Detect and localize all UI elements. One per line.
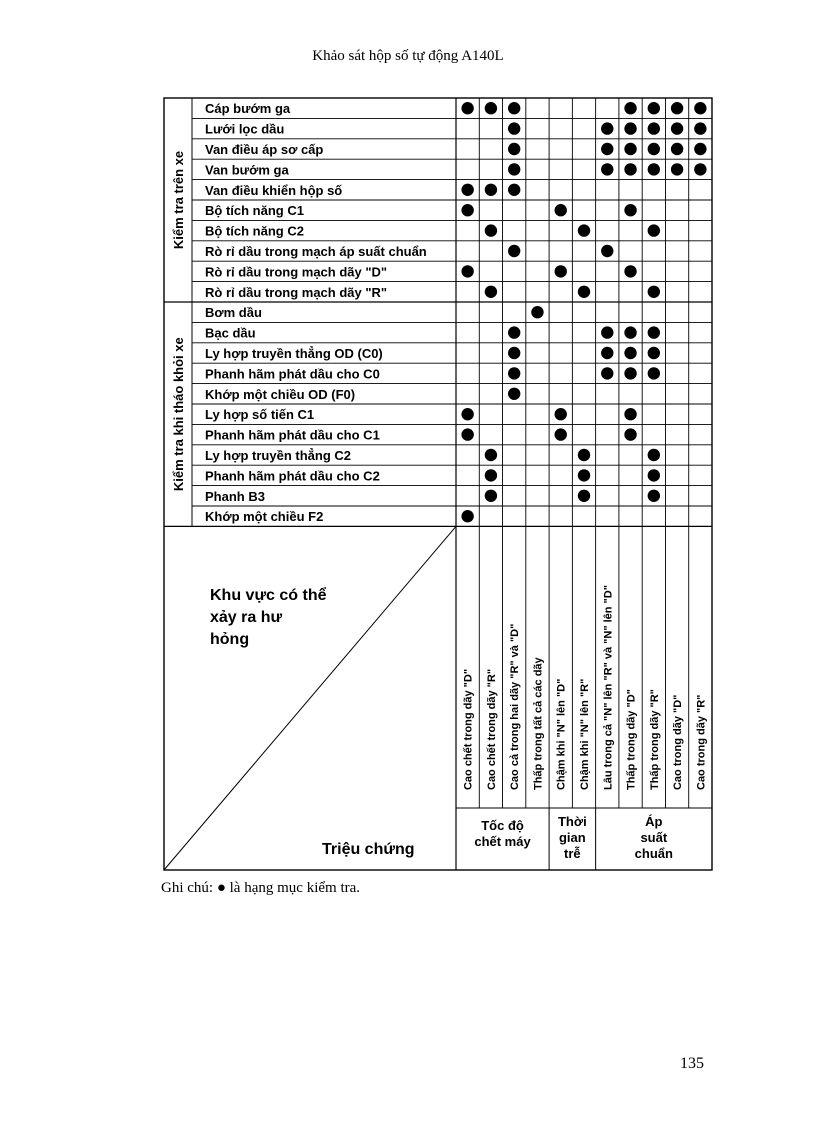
row-label: Rò rỉ dầu trong mạch dãy "R" (205, 284, 388, 300)
check-mark-icon (578, 449, 590, 461)
check-mark-icon (508, 184, 520, 196)
check-mark-icon (624, 143, 636, 155)
footnote-text: là hạng mục kiểm tra. (229, 880, 361, 896)
check-mark-icon (508, 143, 520, 155)
check-mark-icon (671, 122, 683, 134)
column-group-label: Tốc độ (481, 818, 524, 833)
bullet-icon: ● (216, 880, 226, 896)
check-mark-icon (648, 469, 660, 481)
check-mark-icon (601, 245, 613, 257)
column-label: Chậm khi "N" lên "R" (579, 678, 591, 790)
column-label: Thấp trong dãy "D" (625, 689, 638, 790)
check-mark-icon (508, 367, 520, 379)
check-mark-icon (648, 122, 660, 134)
check-mark-icon (578, 490, 590, 502)
row-label: Bạc dầu (205, 325, 256, 341)
row-label: Bộ tích năng C2 (205, 223, 304, 239)
footnote (161, 880, 360, 897)
check-mark-icon (578, 286, 590, 298)
check-mark-icon (648, 224, 660, 236)
check-mark-icon (624, 163, 636, 175)
column-label: Thấp trong dãy "R" (648, 689, 661, 790)
check-mark-icon (578, 469, 590, 481)
check-mark-icon (694, 102, 706, 114)
row-label: Ly hợp truyền thẳng C2 (205, 448, 351, 463)
column-label: Cao trong dãy "D" (672, 694, 685, 790)
column-group-label: chuẩn (634, 846, 673, 861)
check-mark-icon (555, 204, 567, 216)
row-label: Phanh hãm phát dầu cho C1 (205, 427, 380, 443)
column-label: Cao cả trong hai dãy "R" và "D" (509, 623, 522, 790)
row-group-label: Kiểm tra khi tháo khỏi xe (171, 337, 186, 492)
row-label: Bơm dầu (205, 305, 262, 321)
check-mark-icon (694, 143, 706, 155)
check-mark-icon (555, 265, 567, 277)
column-group-label: Thời (557, 814, 587, 829)
row-label: Bộ tích năng C1 (205, 203, 304, 219)
row-label: Van điều khiển hộp số (205, 182, 343, 198)
page-number: 135 (680, 1055, 704, 1072)
column-label: Chậm khi "N" lên "D" (555, 678, 568, 790)
check-mark-icon (601, 143, 613, 155)
check-mark-icon (624, 367, 636, 379)
check-mark-icon (694, 163, 706, 175)
check-mark-icon (485, 469, 497, 481)
check-mark-icon (485, 449, 497, 461)
check-mark-icon (601, 122, 613, 134)
row-label: Rò rỉ dầu trong mạch áp suất chuẩn (205, 244, 427, 259)
check-mark-icon (508, 326, 520, 338)
corner-area-label: xảy ra hư (210, 609, 283, 626)
row-label: Van bướm ga (205, 162, 289, 178)
column-label: Cao trong dãy "R" (695, 694, 708, 790)
check-mark-icon (461, 510, 473, 522)
check-mark-icon (601, 163, 613, 175)
check-mark-icon (624, 265, 636, 277)
check-mark-icon (508, 163, 520, 175)
check-mark-icon (671, 102, 683, 114)
corner-area-label: hỏng (210, 631, 250, 648)
column-label: Lâu trong cả "N" lên "R" và "N" lên "D" (602, 585, 615, 790)
check-mark-icon (461, 428, 473, 440)
check-mark-icon (485, 102, 497, 114)
row-label: Van điều áp sơ cấp (205, 142, 324, 157)
corner-diagonal (164, 526, 456, 870)
check-mark-icon (555, 408, 567, 420)
row-label: Phanh hãm phát dầu cho C2 (205, 468, 380, 484)
row-label: Khớp một chiều F2 (205, 509, 324, 525)
check-mark-icon (461, 184, 473, 196)
footnote-prefix: Ghi chú: (161, 880, 214, 896)
check-mark-icon (648, 367, 660, 379)
check-mark-icon (648, 490, 660, 502)
check-mark-icon (485, 184, 497, 196)
check-mark-icon (485, 490, 497, 502)
check-mark-icon (671, 143, 683, 155)
column-group-label: suất (640, 830, 668, 845)
check-mark-icon (671, 163, 683, 175)
row-label: Phanh hãm phát dầu cho C0 (205, 366, 380, 382)
column-group-label: Áp (645, 814, 663, 829)
row-label: Lưới lọc dầu (205, 121, 285, 137)
check-mark-icon (485, 286, 497, 298)
check-mark-icon (648, 326, 660, 338)
corner-symptom-label: Triệu chứng (322, 841, 415, 858)
check-mark-icon (508, 347, 520, 359)
row-label: Ly hợp số tiến C1 (205, 407, 315, 423)
corner-area-label: Khu vực có thể (210, 587, 327, 604)
check-mark-icon (624, 204, 636, 216)
column-label: Cao chết trong dãy "D" (462, 668, 475, 790)
check-mark-icon (624, 428, 636, 440)
check-mark-icon (601, 367, 613, 379)
check-mark-icon (648, 347, 660, 359)
check-mark-icon (601, 347, 613, 359)
check-mark-icon (624, 102, 636, 114)
column-label: Thấp trong tất cả các dãy (532, 657, 545, 790)
check-mark-icon (508, 388, 520, 400)
column-label: Cao chết trong dãy "R" (485, 668, 498, 790)
column-group-label: trễ (564, 846, 581, 861)
check-mark-icon (578, 224, 590, 236)
check-mark-icon (648, 143, 660, 155)
check-mark-icon (648, 286, 660, 298)
check-mark-icon (624, 326, 636, 338)
check-mark-icon (648, 102, 660, 114)
row-group-label: Kiểm tra trên xe (171, 150, 186, 250)
check-mark-icon (461, 204, 473, 216)
column-group-label: gian (558, 830, 586, 845)
check-mark-icon (531, 306, 543, 318)
row-label: Phanh B3 (205, 488, 265, 504)
check-mark-icon (624, 408, 636, 420)
check-mark-icon (508, 245, 520, 257)
page-header: Khảo sát hộp số tự động A140L (312, 48, 504, 64)
check-mark-icon (461, 102, 473, 114)
check-mark-icon (508, 122, 520, 134)
check-mark-icon (555, 428, 567, 440)
check-mark-icon (461, 265, 473, 277)
check-mark-icon (648, 163, 660, 175)
row-label: Ly hợp truyền thẳng OD (C0) (205, 346, 383, 361)
check-mark-icon (624, 122, 636, 134)
check-mark-icon (624, 347, 636, 359)
check-mark-icon (648, 449, 660, 461)
row-label: Khớp một chiều OD (F0) (205, 386, 356, 402)
check-mark-icon (508, 102, 520, 114)
check-mark-icon (485, 224, 497, 236)
row-label: Cáp bướm ga (205, 101, 291, 117)
row-label: Rò rỉ dầu trong mạch dãy "D" (205, 264, 388, 280)
check-mark-icon (461, 408, 473, 420)
column-group-label: chết máy (474, 834, 531, 849)
check-mark-icon (601, 326, 613, 338)
check-mark-icon (694, 122, 706, 134)
